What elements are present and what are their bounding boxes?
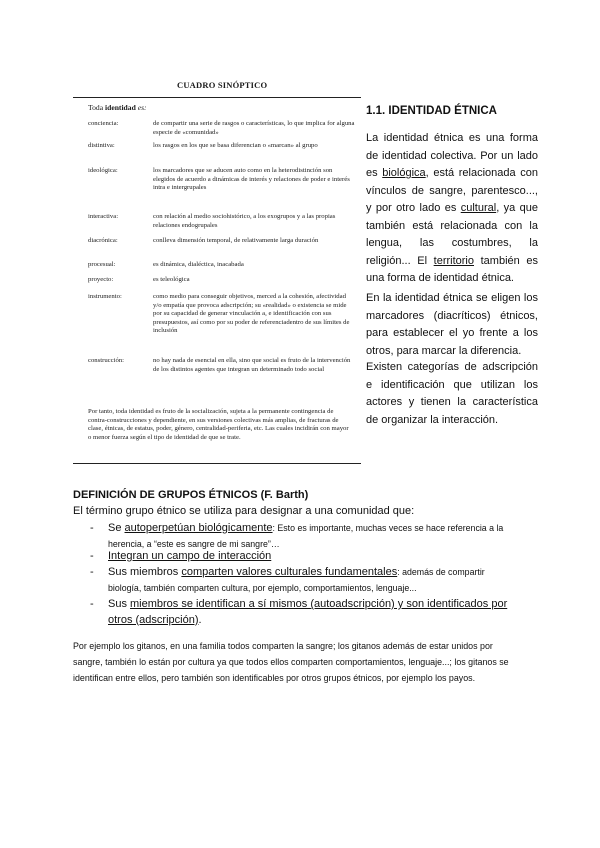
- bullet-dash: -: [90, 550, 94, 562]
- chart-row-definition: es teleológica: [153, 276, 190, 283]
- text-run: : además de compartir biología, también comparten cultura, por ejemplo, comportamientos, lenguaje...: [108, 567, 485, 593]
- underlined-term: biológica: [382, 167, 426, 179]
- chart-row-term: construcción:: [88, 357, 125, 364]
- chart-row-definition: conlleva dimensión temporal, de relativamente larga duración: [153, 237, 319, 244]
- text-run: también es una forma de identidad étnica.: [366, 254, 538, 284]
- chart-row-definition: de compartir una serie de rasgos o características, lo que implica for alguna especie de «comunidad»: [153, 120, 355, 136]
- section-paragraph-1: [366, 130, 538, 288]
- synoptic-chart-image: [73, 80, 361, 464]
- text-run: .: [198, 613, 202, 626]
- text-run: Sus: [108, 598, 131, 610]
- synoptic-chart-box: [73, 97, 361, 464]
- underlined-term: comparten valores culturales fundamentales: [181, 566, 398, 578]
- chart-row-definition: los marcadores que se aducen auto como en la heterodistinción son elegidos de acuerdo a dinámicas de interés y relaciones de poder e interés intra e intergrupales: [153, 167, 350, 192]
- chart-row-definition: los rasgos en los que se basa diferencian o «marcan» al grupo: [153, 142, 318, 149]
- bullet-dash: -: [90, 522, 94, 534]
- text-run: La identidad étnica es una forma de identidad colectiva. Por un lado es: [366, 132, 538, 179]
- chart-row-definition: es dinámica, dialéctica, inacabada: [153, 261, 244, 268]
- text-run: Se: [108, 522, 125, 534]
- chart-row-term: instrumento:: [88, 293, 122, 300]
- synoptic-chart-heading: [88, 103, 147, 112]
- chart-row-term: procesual:: [88, 261, 116, 268]
- bullet-dash: -: [90, 598, 94, 610]
- chart-row-term: distintiva:: [88, 142, 115, 149]
- definition-title: DEFINICIÓN DE GRUPOS ÉTNICOS (F. Barth): [73, 489, 309, 501]
- text-run: Sus miembros: [108, 566, 182, 578]
- section-title: 1.1. IDENTIDAD ÉTNICA: [366, 105, 497, 117]
- list-item-text: [108, 565, 518, 596]
- heading-prefix: Toda: [88, 103, 105, 112]
- list-item-text: Integran un campo de interacción: [108, 550, 272, 562]
- example-paragraph: Por ejemplo los gitanos, en una familia todos comparten la sangre; los gitanos además de estar unidos por sangre, también lo están por cultura ya que todos ellos comparten comportamientos, lenguaje...; los gitanos se identifican entre ellos, pero también son identificables por otros grupos étnicos, por ejemplo los payos.: [73, 641, 509, 683]
- text-run: : Esto es importante, muchas veces se hace referencia a la herencia, a “este es sangre de mi sangre”…: [108, 523, 504, 549]
- list-item-text: [108, 597, 518, 628]
- underlined-term: miembros se identifican a sí mismos (autoadscripción) y son identificados por otros (adscripción): [108, 598, 508, 626]
- chart-row-definition: como medio para conseguir objetivos, merced a la cohesión, afectividad y/o empatía que provoca adscripción; su «realidad» o existencia se mide por su capacidad de generar vinculación a, e identificación con sus presupuestos, así como por su poder de referenciadentro de sus límites de inclusión: [153, 293, 350, 335]
- chart-row-term: interactiva:: [88, 213, 119, 220]
- text-run: , ya que también está relacionada con la lengua, las costumbres, la religión... El: [366, 202, 538, 267]
- underlined-term: autoperpetúan biológicamente: [124, 522, 273, 534]
- chart-row-definition: con relación al medio sociohistórico, a los exogrupos y a las propias relaciones endogrupales: [153, 213, 336, 229]
- text-run: , está relacionada con vínculos de sangre, parentesco..., y por otro lado es: [366, 167, 538, 214]
- section-paragraph-3: Existen categorías de adscripción e identificación que utilizan los actores y tienen la característica de organizar la interacción.: [366, 361, 538, 426]
- chart-row-term: conciencia:: [88, 120, 119, 127]
- underlined-term: territorio: [433, 254, 474, 267]
- synoptic-chart-footer: Por tanto, toda identidad es fruto de la socialización, sujeta a la permanente contingencia de contra-construcciones y dependiente, en sus versiones colectivas más amplias, de fracturas de clase, étnicas, de estatus, poder, género, centralidad-periferia, etc. Las cuales incidirán con mayor o menor fuerza según el tipo de identidad de que se trate.: [88, 408, 349, 441]
- chart-row-term: diacrónica:: [88, 237, 118, 244]
- chart-row-definition: no hay nada de esencial en ella, sino que social es fruto de la intervención de los distintos agentes que integran un determinado todo social: [153, 357, 351, 373]
- chart-row-term: ideológica:: [88, 167, 118, 174]
- synoptic-chart-title: CUADRO SINÓPTICO: [177, 80, 268, 90]
- chart-row-term: proyecto:: [88, 276, 114, 283]
- list-item-text: [108, 521, 518, 552]
- heading-italic: es:: [137, 103, 147, 112]
- section-paragraph-2: En la identidad étnica se eligen los marcadores (diacríticos) étnicos, para establecer el yo frente a los otros, para marcar la diferencia.: [366, 292, 538, 357]
- underlined-term: cultural: [460, 202, 497, 214]
- heading-bold: identidad: [104, 103, 136, 112]
- bullet-dash: -: [90, 566, 94, 578]
- definition-intro: El término grupo étnico se utiliza para designar a una comunidad que:: [73, 505, 415, 517]
